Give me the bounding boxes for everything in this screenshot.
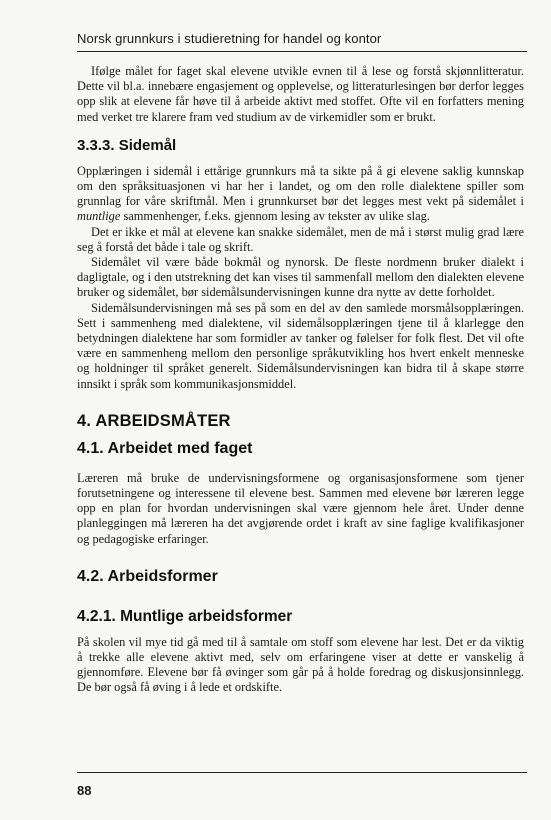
muntlige-paragraph: På skolen vil mye tid gå med til å samtale om stoff som elevene har lest. Det er da viktig å trekke alle elevene aktivt med, selv om erfaringene viser at dette er vanskelig å gjennomføre. Elevene bør få øvinger som går på å holde foredrag og diskusjonsinnlegg. De bør også få øving i å lede et ordskifte.: [77, 634, 524, 695]
section-heading-4-1: 4.1. Arbeidet med faget: [77, 439, 253, 457]
sidemal-paragraph-4: Sidemålsundervisningen må ses på som en del av den samlede morsmålsopplæringen. Sett i sammenheng med dialektene, vil sidemålsopplæringen tjene til å klarlegge den betydningen dialektene har som formidler av tanker og følelser for folk flest. Det vil ofte være en sammenheng mellom den personlige språkutvikling hos hvert enkelt menneske og holdninger til språket generelt. Sidemålsundervisningen kan bidra til å skape større innsikt i språk som kommunikasjonsmiddel.: [77, 300, 524, 391]
page-body: [77, 64, 524, 696]
section-heading-3-3-3: 3.3.3. Sidemål: [77, 136, 177, 154]
section-heading-4-2: 4.2. Arbeidsformer: [77, 567, 218, 585]
sidemal-p1-text-a: Opplæringen i sidemål i ettårige grunnkurs må ta sikte på å gi elevene saklig kunnskap om den språksituasjonen vi har her i landet, og om den rolle dialektene spiller som grunnlag for våre skriftmål. Men i grunnkurset bør det legges mest vekt på sidemålet i: [77, 163, 524, 209]
footer-divider: [77, 772, 527, 773]
page-number: 88: [77, 783, 92, 798]
sidemal-p1-italic: muntlige: [77, 209, 121, 224]
sidemal-paragraph-1: [77, 164, 524, 225]
sidemal-paragraph-3: Sidemålet vil være både bokmål og nynorsk. De fleste nordmenn bruker dialekt i dagligtale, og i den utstrekning det kan vises til sammenfall mellom den dialekten elevene bruker og sidemålet, bør sidemålsundervisningen kunne dra nytte av dette forholdet.: [77, 255, 524, 300]
intro-paragraph: Ifølge målet for faget skal elevene utvikle evnen til å lese og forstå skjønnlitteratur. Dette vil bl.a. innebære engasjement og opplevelse, og litteraturlesingen bør derfor legges opp slik at elevene får høve til å arbeide aktivt med stoffet. Ofte vil en forfatters mening med verket tre klarere fram ved studium av de virkemidler som er brukt.: [77, 64, 524, 124]
section-heading-4-2-1: 4.2.1. Muntlige arbeidsformer: [77, 607, 293, 625]
header-divider: [77, 51, 527, 52]
sidemal-paragraph-2: Det er ikke et mål at elevene kan snakke sidemålet, men de må i størst mulig grad lære seg å forstå det både i tale og skrift.: [77, 224, 524, 254]
arbeidet-paragraph: Læreren må bruke de undervisningsformene og organisasjonsformene som tjener forutsetningene og interessene til elevene best. Sammen med elevene bør læreren legge opp en plan for hvordan undervisningen skal være gjennom hele året. Under denne planleggingen må læreren ha det avgjørende ordet i kraft av sine faglige kvalifikasjoner og pedagogiske erfaringer.: [77, 470, 524, 546]
running-header: Norsk grunnkurs i studieretning for handel og kontor: [77, 31, 382, 46]
section-heading-4: 4. ARBEIDSMÅTER: [77, 411, 231, 430]
sidemal-p1-text-b: sammenhenger, f.eks. gjennom lesing av tekster av ulike slag.: [120, 209, 430, 224]
